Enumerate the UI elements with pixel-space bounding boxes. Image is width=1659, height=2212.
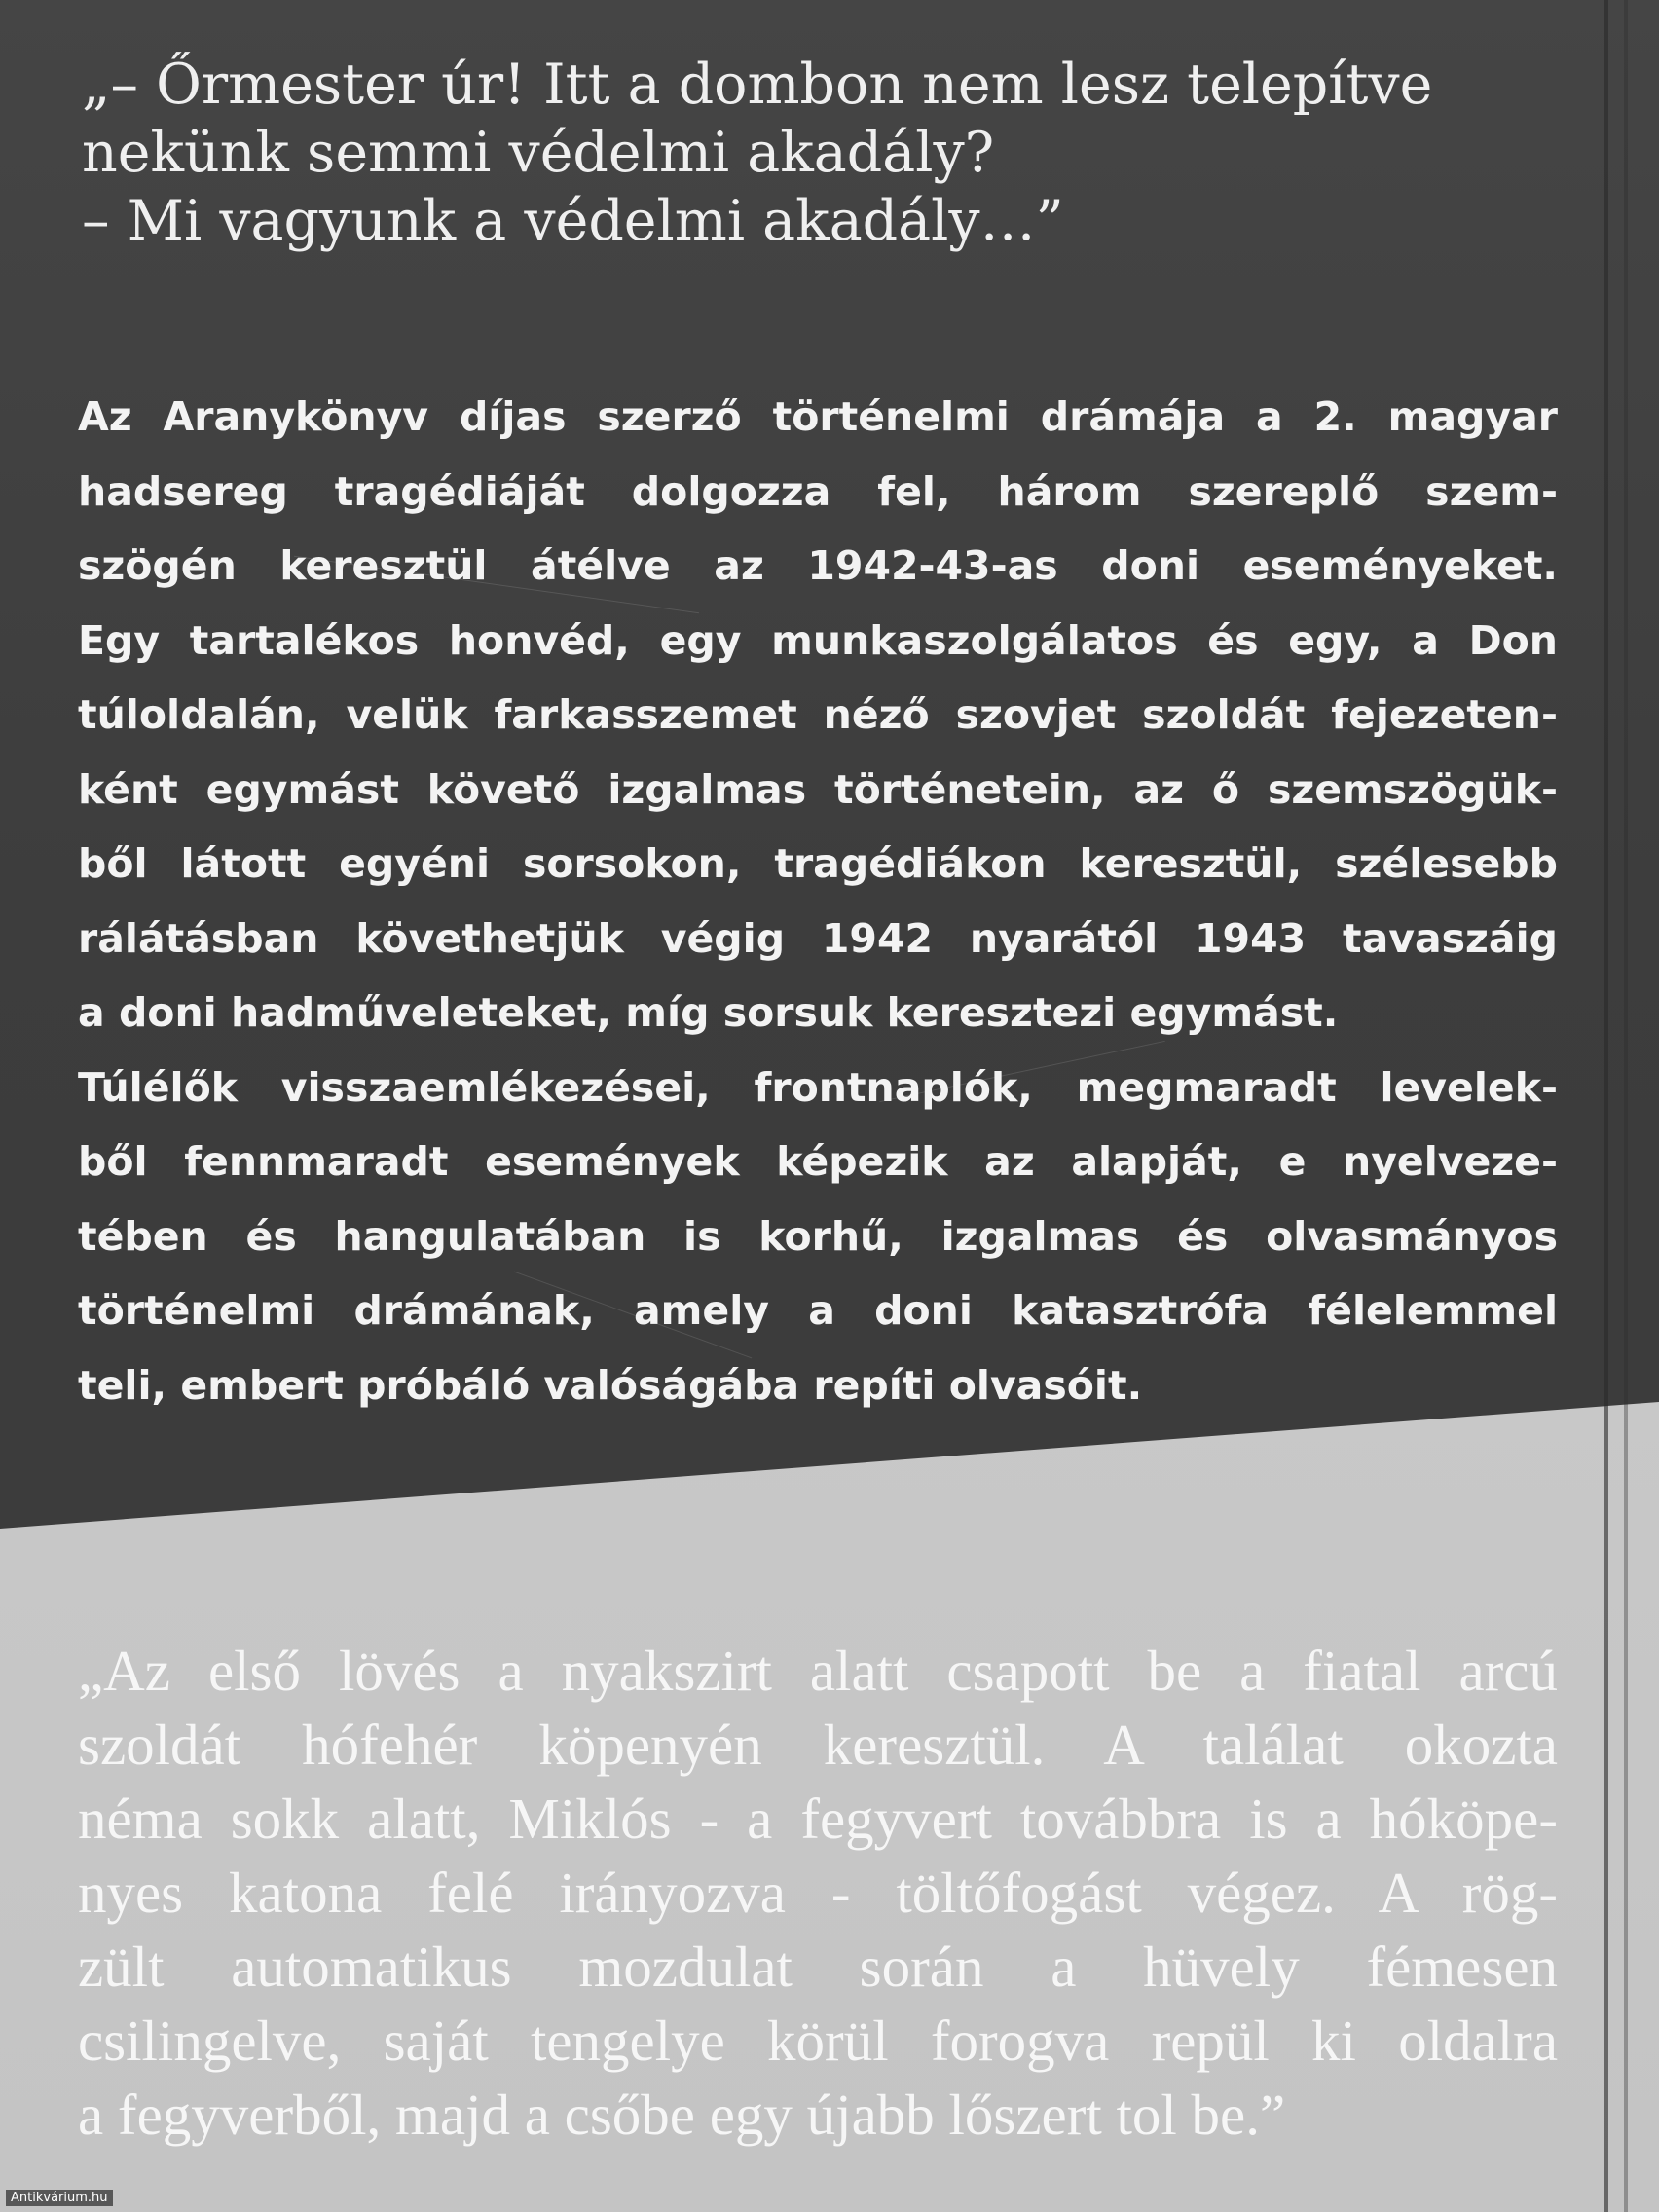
description-line: történelmi drámának, amely a doni katasztrófa félelemmel xyxy=(78,1287,1558,1334)
top-quote-line: – Mi vagyunk a védelmi akadály…” xyxy=(82,189,1064,253)
description-line: teli, embert próbáló valóságába repíti olvasóit. xyxy=(78,1361,1143,1409)
excerpt-line: szoldát hófehér köpenyén keresztül. A találat okozta xyxy=(78,1713,1558,1777)
excerpt-line: „Az első lövés a nyakszirt alatt csapott be a fiatal arcú xyxy=(78,1639,1558,1703)
excerpt-quote xyxy=(78,1634,1558,2152)
cover-edge-line xyxy=(1624,0,1628,2212)
cover-edge-line xyxy=(1604,0,1608,2212)
description-line: hadsereg tragédiáját dolgozza fel, három szereplő szem- xyxy=(78,467,1558,515)
excerpt-line: nyes katona felé irányozva - töltőfogást végez. A rög- xyxy=(78,1861,1558,1925)
top-quote xyxy=(82,51,1523,255)
site-watermark: Antikvárium.hu xyxy=(6,2190,113,2206)
description-line: Túlélők visszaemlékezései, frontnaplók, megmaradt levelek- xyxy=(78,1063,1558,1111)
excerpt-line: a fegyverből, majd a csőbe egy újabb lőszert tol be.” xyxy=(78,2083,1286,2147)
description-line: Az Aranykönyv díjas szerző történelmi drámája a 2. magyar xyxy=(78,393,1558,440)
description-line: rálátásban követhetjük végig 1942 nyarától 1943 tavaszáig xyxy=(78,914,1558,962)
description-line: tében és hangulatában is korhű, izgalmas és olvasmányos xyxy=(78,1212,1558,1260)
description-line: ből látott egyéni sorsokon, tragédiákon keresztül, szélesebb xyxy=(78,840,1558,887)
description-line: ként egymást követő izgalmas történetein, az ő szemszögük- xyxy=(78,765,1558,813)
top-quote-line: nekünk semmi védelmi akadály? xyxy=(82,121,995,185)
book-description xyxy=(78,380,1558,1422)
description-line: ből fennmaradt események képezik az alapját, e nyelveze- xyxy=(78,1138,1558,1185)
excerpt-line: zült automatikus mozdulat során a hüvely fémesen xyxy=(78,1935,1558,1999)
excerpt-line: csilingelve, saját tengelye körül forogva repül ki oldalra xyxy=(78,2009,1558,2073)
description-line: a doni hadműveleteket, míg sorsuk keresztezi egymást. xyxy=(78,989,1339,1036)
top-quote-line: „– Őrmester úr! Itt a dombon nem lesz telepítve xyxy=(82,53,1433,117)
description-line: Egy tartalékos honvéd, egy munkaszolgálatos és egy, a Don xyxy=(78,616,1558,664)
description-line: szögén keresztül átélve az 1942-43-as doni eseményeket. xyxy=(78,542,1558,589)
excerpt-line: néma sokk alatt, Miklós - a fegyvert továbbra is a hóköpe- xyxy=(78,1787,1558,1851)
description-line: túloldalán, velük farkasszemet néző szovjet szoldát fejezeten- xyxy=(78,691,1558,738)
